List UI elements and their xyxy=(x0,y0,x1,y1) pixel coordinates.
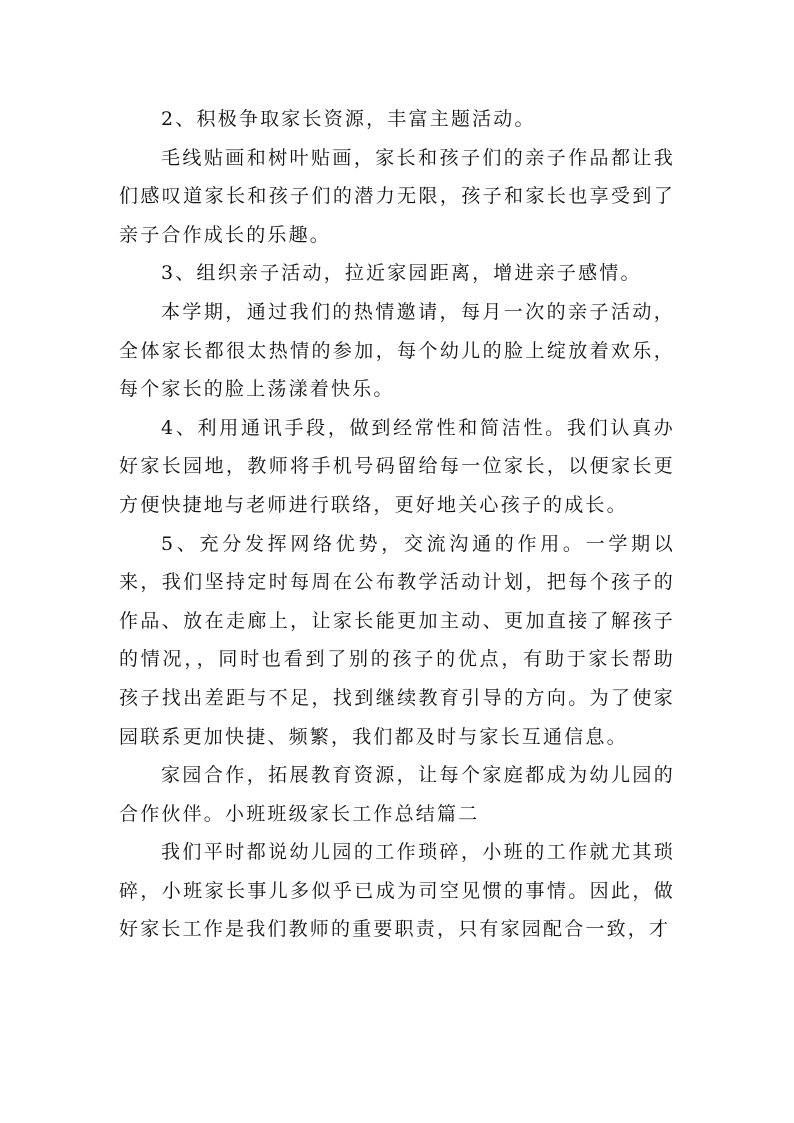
paragraph-heading-4: 4、利用通讯手段，做到经常性和简洁性。我们认真办好家长园地，教师将手机号码留给每一位家长，以便家长更方便快捷地与老师进行联络，更好地关心孩子的成长。 xyxy=(119,416,675,516)
paragraph-heading-3: 3、组织亲子活动，拉近家园距离，增进亲子感情。 xyxy=(161,262,642,285)
document-body xyxy=(119,100,675,949)
paragraph-body: 家园合作，拓展教育资源，让每个家庭都成为幼儿园的合作伙伴。小班班级家长工作总结篇二 xyxy=(119,764,675,825)
paragraph-heading-2: 2、积极争取家长资源，丰富主题活动。 xyxy=(161,108,536,130)
paragraph-heading-5: 5、充分发挥网络优势，交流沟通的作用。一学期以来，我们坚持定时每周在公布教学活动计划，把每个孩子的作品、放在走廊上，让家长能更加主动、更加直接了解孩子的情况，，同时也看到了别的孩子的优点，有助于家长帮助孩子找出差距与不足，找到继续教育引导的方向。为了使家园联系更加快捷、频繁，我们都及时与家长互通信息。 xyxy=(119,532,675,748)
paragraph-body: 本学期，通过我们的热情邀请，每月一次的亲子活动，全体家长都很太热情的参加，每个幼儿的脸上绽放着欢乐，每个家长的脸上荡漾着快乐。 xyxy=(119,300,675,401)
paragraph-body: 我们平时都说幼儿园的工作琐碎，小班的工作就尤其琐碎，小班家长事儿多似乎已成为司空见惯的事情。因此，做好家长工作是我们教师的重要职责，只有家园配合一致，才 xyxy=(119,841,675,941)
paragraph-body: 毛线贴画和树叶贴画，家长和孩子们的亲子作品都让我们感叹道家长和孩子们的潜力无限，孩子和家长也享受到了亲子合作成长的乐趣。 xyxy=(119,146,675,246)
